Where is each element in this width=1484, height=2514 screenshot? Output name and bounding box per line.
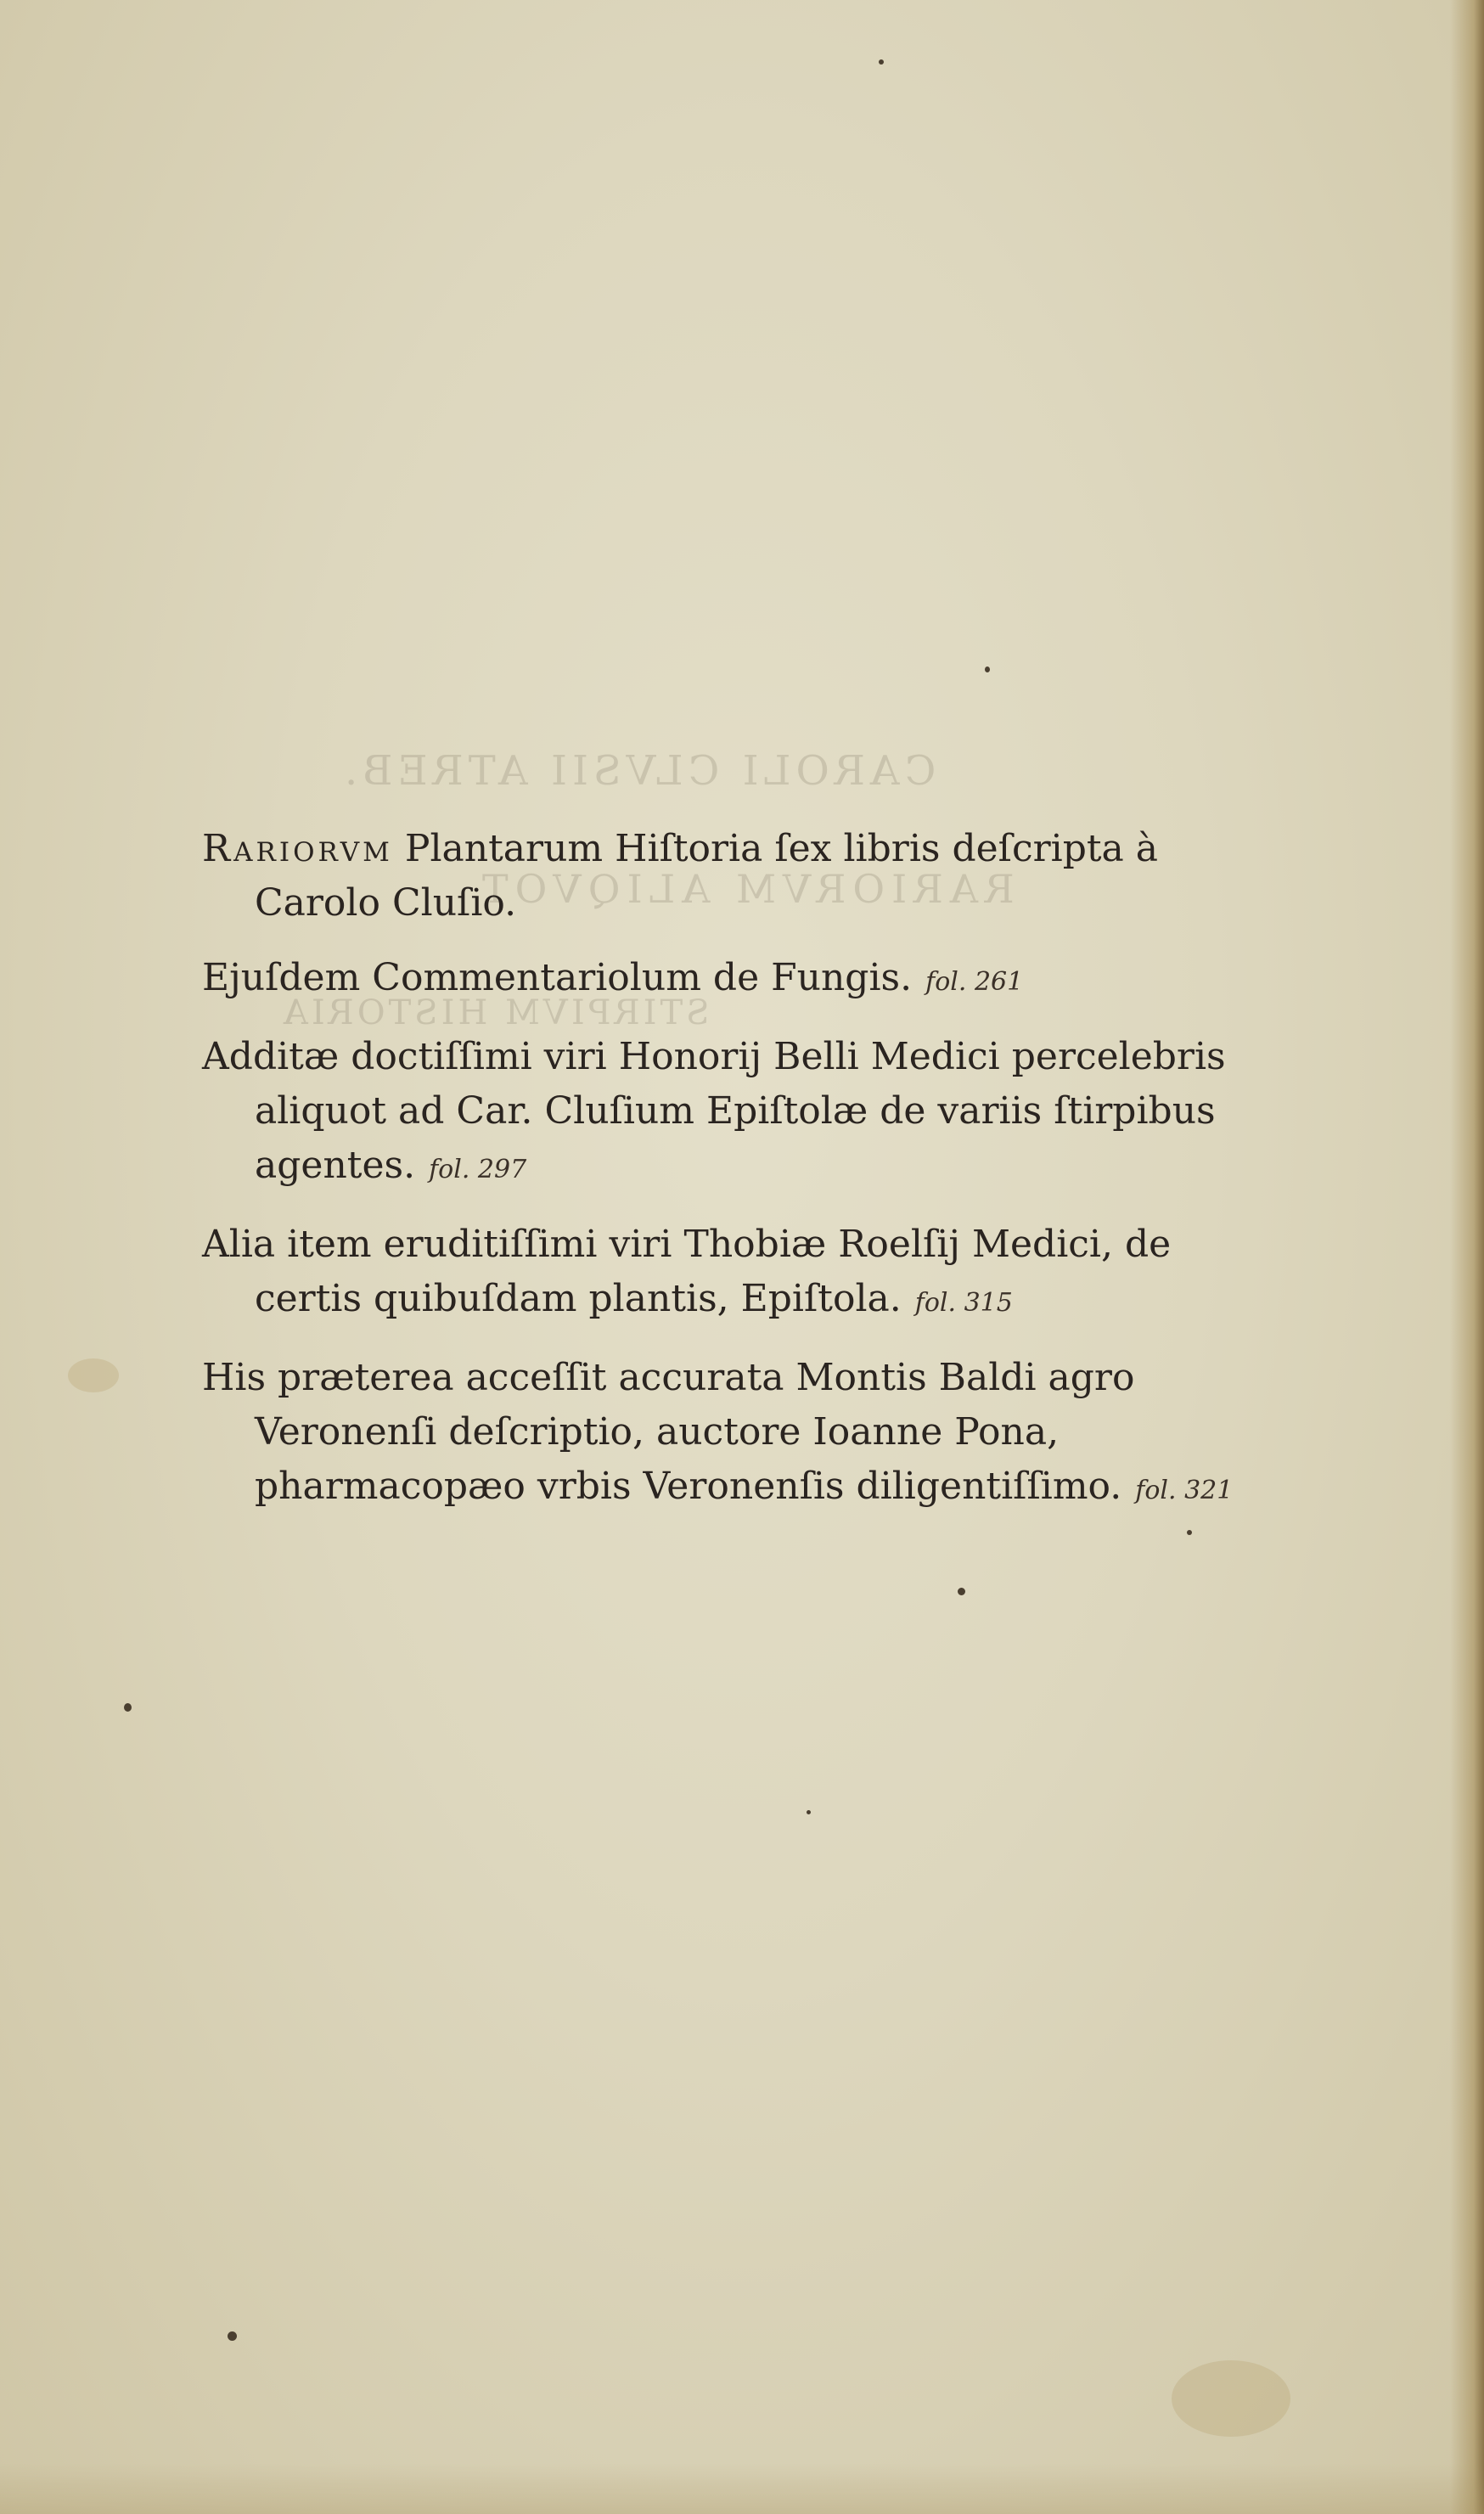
entry-text: Ejuſdem Commentariolum de Fungis.: [202, 956, 913, 999]
show-through-text: STIRPIVM HISTORIA: [280, 993, 710, 1032]
show-through-text: RARIORVM ALIQVOT: [475, 866, 1015, 912]
folio-annotation: fol. 315: [914, 1288, 1013, 1318]
entry-text: His præterea acceſſit accurata Montis Baldi agro Veronenſi deſcriptio, auctore Ioanne Pona, pharmacopæo vrbis Veronenſis diligentiſſimo.: [202, 1356, 1135, 1508]
contents-entry: [202, 1218, 1272, 1330]
contents-entry: [202, 1030, 1272, 1197]
ink-speck: [985, 666, 990, 672]
paper-stain: [1172, 2360, 1290, 2437]
folio-annotation: fol. 297: [429, 1155, 527, 1184]
folio-annotation: fol. 261: [925, 967, 1024, 997]
entry-first-word: Rariorvm: [202, 827, 393, 870]
entry-text: Alia item eruditiſſimi viri Thobiæ Roelſij Medici, de certis quibuſdam plantis, Epiſtola.: [202, 1223, 1172, 1320]
page-edge-right: [1450, 0, 1484, 2514]
contents-entry: [202, 1351, 1272, 1518]
entry-text: Additæ doctiſſimi viri Honorij Belli Medici percelebris aliquot ad Car. Cluſium Epiſtolæ de variis ſtirpibus agentes.: [202, 1035, 1226, 1187]
contents-entry: [202, 951, 1272, 1010]
entry-text: Plantarum Hiſtoria ſex libris deſcripta à Carolo Cluſio.: [255, 827, 1158, 925]
contents-list: [202, 822, 1272, 1538]
paper-stain: [68, 1358, 119, 1392]
ink-speck: [958, 1588, 965, 1595]
ink-speck: [807, 1810, 811, 1814]
contents-entry: [202, 822, 1272, 931]
ink-speck: [879, 59, 884, 65]
folio-annotation: fol. 321: [1135, 1476, 1234, 1505]
ink-speck: [124, 1703, 132, 1712]
show-through-text: CAROLI CLVSII ATREB.: [340, 747, 936, 795]
ink-speck: [228, 2331, 237, 2341]
page-edge-bottom: [0, 2463, 1484, 2514]
